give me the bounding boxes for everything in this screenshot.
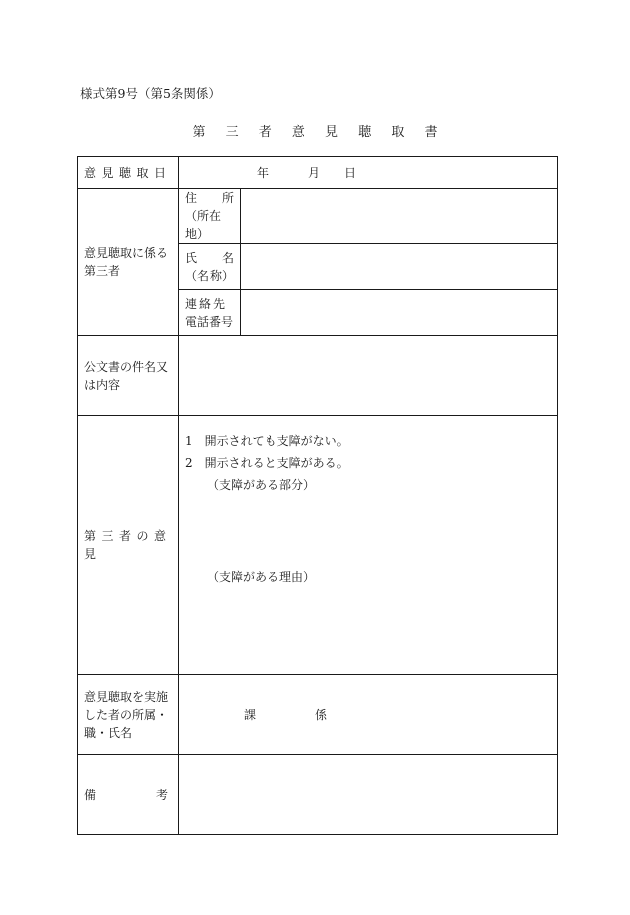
third-party-label <box>78 189 179 336</box>
hearing-date-label: 意見聴取日 <box>78 157 179 189</box>
hearing-date-field[interactable] <box>179 157 558 189</box>
row-address <box>78 189 558 244</box>
subsection-label: 係 <box>315 707 328 722</box>
year-label: 年 <box>257 165 270 180</box>
remarks-label: 備 考 <box>78 755 179 835</box>
day-label: 日 <box>344 165 357 180</box>
harm-reason-label: （支障がある理由） <box>207 570 316 584</box>
section-label: 課 <box>244 707 257 722</box>
third-party-label-line2: 第三者 <box>84 264 121 278</box>
third-party-label-line1: 意見聴取に係る <box>84 246 169 260</box>
opinion-field[interactable] <box>179 416 558 675</box>
address-field[interactable] <box>241 189 558 244</box>
remarks-field[interactable] <box>179 755 558 835</box>
harm-part-space[interactable] <box>185 498 557 568</box>
document-title: 第 三 者 意 見 聴 取 書 <box>192 125 446 140</box>
row-document <box>78 336 558 416</box>
option-no-harm[interactable]: 1 開示されても支障がない。 <box>185 434 349 448</box>
document-label: 公文書の件名又 は内容 <box>78 336 179 416</box>
name-field[interactable] <box>241 244 558 290</box>
row-hearing-date <box>78 157 558 189</box>
conductor-field[interactable] <box>179 675 558 755</box>
row-remarks <box>78 755 558 835</box>
row-opinion <box>78 416 558 675</box>
harm-part-label: （支障がある部分） <box>207 478 316 492</box>
opinion-label: 第三者の意見 <box>78 416 179 675</box>
hearing-form-table <box>77 156 558 835</box>
contact-label: 連絡先 電話番号 <box>179 290 241 336</box>
contact-field[interactable] <box>241 290 558 336</box>
conductor-label: 意見聴取を実施 した者の所属・ 職・氏名 <box>78 675 179 755</box>
month-label: 月 <box>308 165 321 180</box>
row-conductor <box>78 675 558 755</box>
name-label: 氏 名 （名 称） <box>179 244 241 290</box>
option-harm[interactable]: 2 開示されると支障がある。 <box>185 456 349 470</box>
document-field[interactable] <box>179 336 558 416</box>
form-number: 様式第9号（第5条関係） <box>80 86 221 101</box>
address-label: 住 所 （所在地） <box>179 189 241 244</box>
